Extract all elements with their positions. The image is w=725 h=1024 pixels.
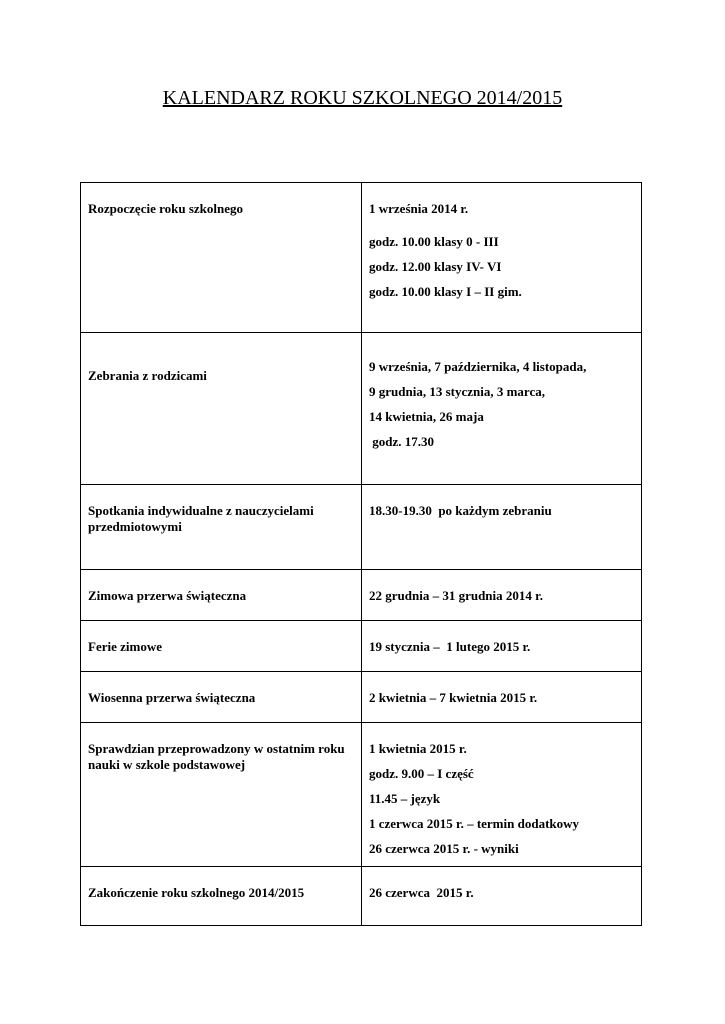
date-line: 1 września 2014 r. (369, 201, 469, 216)
page-title: KALENDARZ ROKU SZKOLNEGO 2014/2015 (162, 87, 563, 109)
date-line: godz. 10.00 klasy I – II gim. (369, 284, 522, 299)
event-label-cell (81, 672, 362, 723)
date-line: 18.30-19.30 po każdym zebraniu (369, 503, 552, 518)
date-line: godz. 12.00 klasy IV- VI (369, 259, 502, 274)
school-calendar-table (80, 182, 642, 926)
event-date-cell (362, 867, 642, 926)
event-date-cell (362, 723, 642, 867)
event-label-cell (81, 621, 362, 672)
date-line: godz. 10.00 klasy 0 - III (369, 234, 499, 249)
event-label: Ferie zimowe (88, 639, 162, 654)
table-row (81, 672, 642, 723)
event-date-cell (362, 485, 642, 570)
date-line: 1 czerwca 2015 r. – termin dodatkowy (369, 816, 580, 831)
date-line: 22 grudnia – 31 grudnia 2014 r. (369, 588, 543, 603)
date-line: godz. 17.30 (369, 434, 434, 449)
event-label: Zakończenie roku szkolnego 2014/2015 (88, 885, 305, 900)
table-row (81, 723, 642, 867)
table-row (81, 485, 642, 570)
table-row (81, 333, 642, 485)
event-label: Spotkania indywidualne z nauczycielami przedmiotowymi (88, 503, 314, 534)
date-line: 1 kwietnia 2015 r. (369, 741, 467, 756)
event-label-cell (81, 485, 362, 570)
event-label: Wiosenna przerwa świąteczna (88, 690, 256, 705)
event-date-cell (362, 183, 642, 333)
date-line: 26 czerwca 2015 r. (369, 885, 474, 900)
date-line: godz. 9.00 – I część (369, 766, 474, 781)
event-label-cell (81, 333, 362, 485)
event-label-cell (81, 570, 362, 621)
table-row (81, 621, 642, 672)
date-line: 14 kwietnia, 26 maja (369, 409, 484, 424)
date-line: 9 września, 7 października, 4 listopada, (369, 359, 587, 374)
event-label: Zimowa przerwa świąteczna (88, 588, 247, 603)
event-label: Sprawdzian przeprowadzony w ostatnim roku nauki w szkole podstawowej (88, 741, 345, 772)
event-label-cell (81, 867, 362, 926)
date-line: 9 grudnia, 13 stycznia, 3 marca, (369, 384, 545, 399)
event-label: Zebrania z rodzicami (88, 368, 207, 383)
event-date-cell (362, 672, 642, 723)
event-date-cell (362, 621, 642, 672)
table-row (81, 570, 642, 621)
event-label-cell (81, 183, 362, 333)
event-label: Rozpoczęcie roku szkolnego (88, 201, 244, 216)
date-line: 2 kwietnia – 7 kwietnia 2015 r. (369, 690, 538, 705)
date-line: 19 stycznia – 1 lutego 2015 r. (369, 639, 531, 654)
event-date-cell (362, 570, 642, 621)
event-label-cell (81, 723, 362, 867)
table-row (81, 867, 642, 926)
event-date-cell (362, 333, 642, 485)
date-line: 11.45 – język (369, 791, 441, 806)
table-row (81, 183, 642, 333)
date-line: 26 czerwca 2015 r. - wyniki (369, 841, 519, 856)
